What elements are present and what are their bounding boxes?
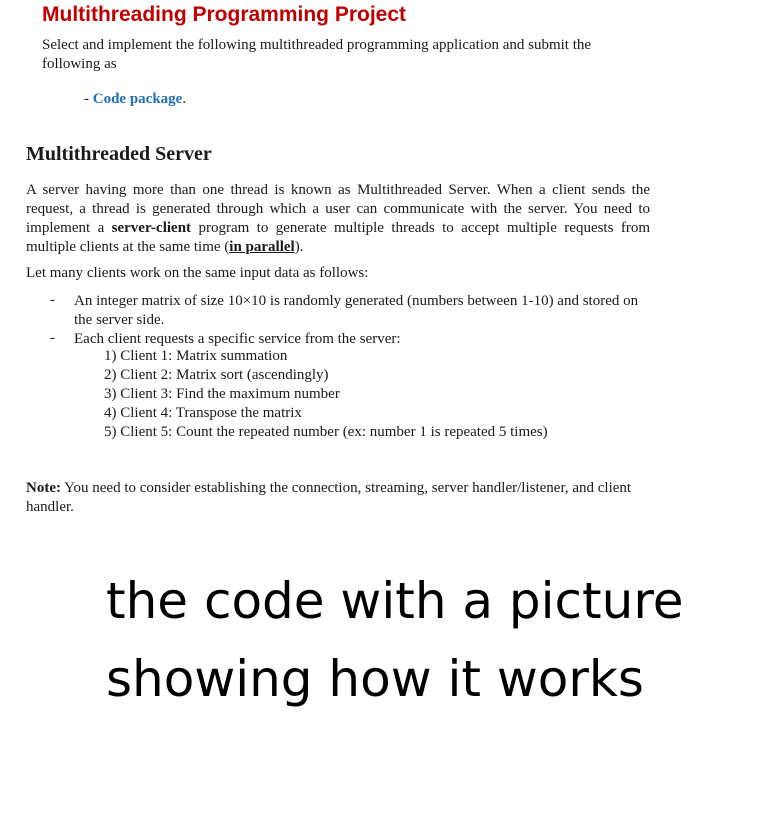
client-item: 3) Client 3: Find the maximum number (104, 386, 340, 402)
in-parallel-term: in parallel (229, 239, 295, 255)
client-item: 2) Client 2: Matrix sort (ascendingly) (104, 367, 329, 383)
intro-text (42, 36, 642, 74)
paragraph-1 (26, 181, 650, 257)
note-label: Note: (26, 480, 61, 496)
code-package-label: Code package (92, 91, 183, 107)
section-heading: Multithreaded Server (26, 143, 212, 165)
request-line-1: the code with a picture (106, 572, 684, 630)
paragraph-2: Let many clients work on the same input data as follows: (26, 265, 369, 281)
paragraph-1-line-3 (26, 219, 650, 238)
bullet-1-line-1: An integer matrix of size 10×10 is randomly generated (numbers between 1-10) and stored on (74, 293, 639, 309)
client-item: 5) Client 5: Count the repeated number (ex: number 1 is repeated 5 times) (104, 424, 548, 440)
client-item: 4) Client 4: Transpose the matrix (104, 405, 302, 421)
bullet-marker: - (50, 292, 55, 308)
bullet-1-line-2: the server side. (74, 312, 165, 328)
intro-line-1: Select and implement the following multithreaded programming application and submit the (42, 37, 592, 53)
intro-line-2: following as (42, 56, 117, 72)
text-run: ). (294, 239, 304, 255)
bullet-1 (74, 292, 654, 330)
bullet-marker: - (50, 330, 55, 346)
deliverable-dash: - (84, 91, 89, 107)
note-paragraph (26, 479, 650, 517)
server-client-term: server-client (111, 220, 192, 236)
text-run: multiple clients at the same time ( (26, 239, 230, 255)
paragraph-1-line-4 (26, 238, 650, 257)
note-text: You need to consider establishing the connection, streaming, server handler/listener, and client handler. (26, 480, 632, 515)
text-run: implement a (26, 220, 112, 236)
page-title: Multithreading Programming Project (42, 3, 407, 26)
paragraph-1-line-1: A server having more than one thread is known as Multithreaded Server. When a client sends the (26, 182, 650, 198)
text-run: program to generate multiple threads to accept multiple requests from (191, 220, 651, 236)
paragraph-1-line-2: request, a thread is generated through which a user can communicate with the server. You need to (26, 201, 650, 217)
client-item: 1) Client 1: Matrix summation (104, 348, 288, 364)
deliverable-period: . (182, 91, 187, 107)
bullet-2: Each client requests a specific service from the server: (74, 331, 401, 347)
request-line-2: showing how it works (106, 650, 644, 708)
deliverable-item (84, 91, 186, 108)
